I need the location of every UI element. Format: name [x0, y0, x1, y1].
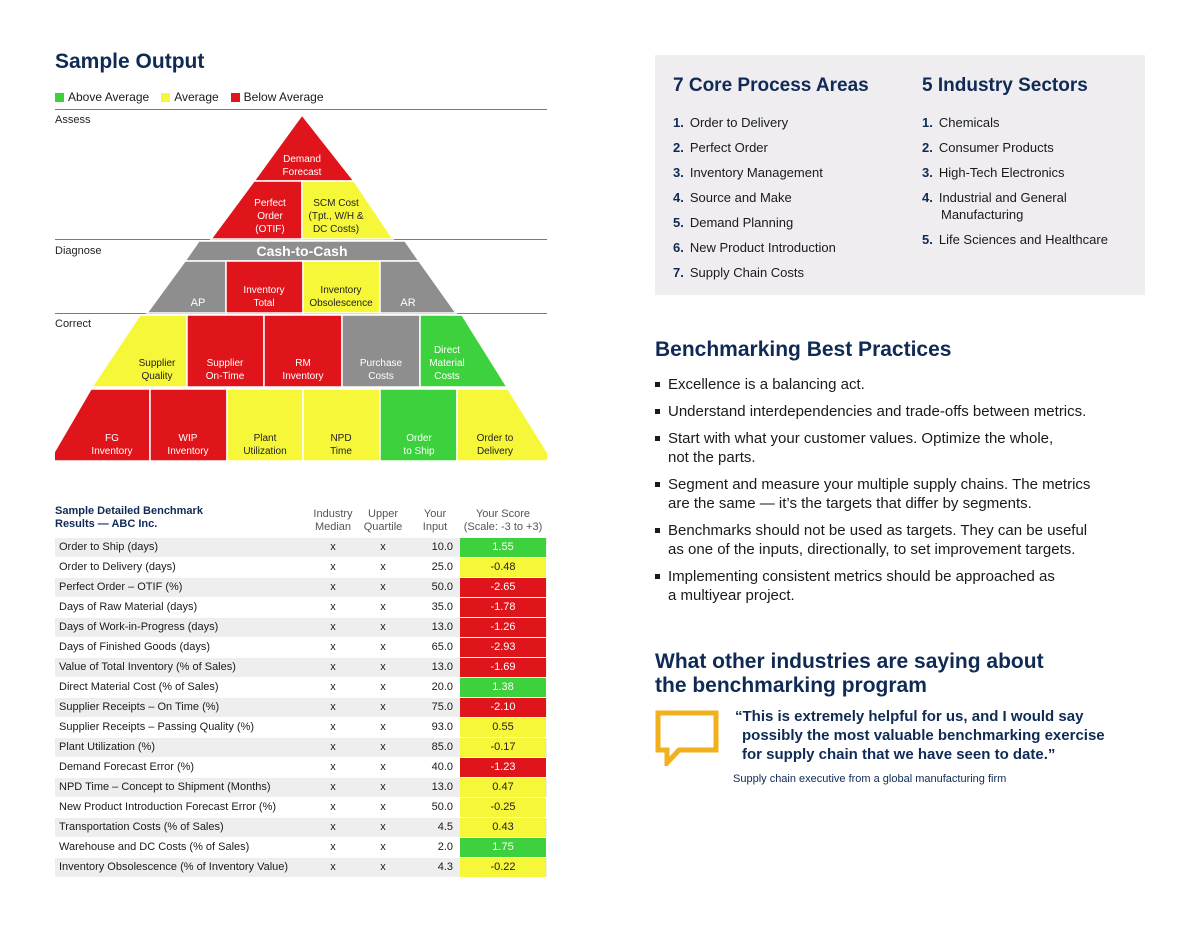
upper-quartile-cell: x	[380, 581, 386, 593]
pyr-text: (Tpt., W/H &	[308, 211, 364, 222]
industry-median-cell: x	[330, 841, 336, 853]
legend-swatch-average	[161, 93, 170, 102]
metric-name: Direct Material Cost (% of Sales)	[59, 681, 219, 693]
header-line: Industry	[313, 508, 353, 520]
list-item	[922, 110, 1108, 135]
upper-quartile-cell: x	[380, 641, 386, 653]
industry-sectors-list	[922, 110, 1108, 252]
pyr-text: Costs	[368, 371, 394, 382]
pyr-text: WIP	[178, 433, 198, 444]
list-number: 5.	[673, 215, 684, 230]
legend-item-below	[231, 90, 324, 104]
your-input-cell: 2.0	[437, 841, 453, 853]
industry-median-cell: x	[330, 761, 336, 773]
legend-swatch-below	[231, 93, 240, 102]
table-row	[55, 838, 547, 858]
upper-quartile-cell: x	[380, 661, 386, 673]
pyr-text: Supplier	[138, 358, 176, 369]
quote-line: for supply chain that we have seen to date.”	[742, 746, 1056, 763]
best-practice-item	[655, 402, 1135, 421]
table-row	[55, 618, 547, 638]
list-text: Industrial and General	[938, 190, 1067, 205]
list-item	[673, 160, 836, 185]
table-row	[55, 638, 547, 658]
pyr-text: Supplier	[206, 358, 244, 369]
pyr-text: (OTIF)	[255, 224, 285, 235]
your-input-cell: 65.0	[431, 641, 453, 653]
best-practice-item	[655, 375, 1135, 394]
list-text: Supply Chain Costs	[689, 265, 805, 280]
best-practices-list	[655, 375, 1135, 613]
quote-line: possibly the most valuable benchmarking exercise	[742, 727, 1105, 744]
upper-quartile-cell: x	[380, 561, 386, 573]
table-row	[55, 698, 547, 718]
pyr-text: Order	[257, 211, 283, 222]
quote-line: “This is extremely helpful for us, and I would say	[735, 708, 1084, 725]
best-practice-item	[655, 521, 1135, 559]
stage-label-diagnose: Diagnose	[55, 245, 102, 257]
table-row	[55, 718, 547, 738]
pyr-text: to Ship	[403, 446, 435, 457]
industry-median-cell: x	[330, 781, 336, 793]
industries-heading	[655, 650, 1085, 698]
metric-name: Days of Finished Goods (days)	[59, 641, 211, 653]
list-number: 4.	[673, 190, 684, 205]
your-input-cell: 50.0	[431, 801, 453, 813]
table-row	[55, 818, 547, 838]
your-score-cell: -1.26	[460, 618, 546, 637]
your-input-cell: 10.0	[431, 541, 453, 553]
upper-quartile-cell: x	[380, 861, 386, 873]
your-score-cell: -0.25	[460, 798, 546, 817]
list-item	[922, 135, 1108, 160]
legend-swatch-above	[55, 93, 64, 102]
stage-label-assess: Assess	[55, 114, 91, 126]
list-item	[922, 185, 1108, 223]
best-practice-line: Segment and measure your multiple supply chains. The metrics	[668, 476, 1091, 493]
header-line: Your	[423, 508, 447, 520]
table-row	[55, 658, 547, 678]
your-input-cell: 93.0	[431, 721, 453, 733]
testimonial-attribution: Supply chain executive from a global manufacturing firm	[733, 773, 1007, 785]
cell-ap	[147, 261, 226, 313]
list-text-continued: Manufacturing	[941, 207, 1024, 222]
metric-name: Order to Ship (days)	[59, 541, 159, 553]
metric-name: Supplier Receipts – On Time (%)	[59, 701, 220, 713]
industry-median-cell: x	[330, 681, 336, 693]
table-row	[55, 758, 547, 778]
your-score-cell: 1.38	[460, 678, 546, 697]
pyr-text: Obsolescence	[309, 298, 373, 309]
pyr-text: Direct	[433, 345, 461, 356]
list-item	[673, 135, 836, 160]
your-score-cell: -1.78	[460, 598, 546, 617]
best-practice-item	[655, 567, 1135, 605]
list-item	[673, 210, 836, 235]
list-text: Life Sciences and Healthcare	[938, 232, 1108, 247]
pyr-text: Demand	[283, 154, 321, 165]
testimonial-quote	[735, 707, 1125, 764]
header-line: Median	[314, 521, 352, 533]
pyr-text: Inventory	[167, 446, 209, 457]
pyr-text: Total	[253, 298, 275, 309]
your-score-cell: -0.17	[460, 738, 546, 757]
best-practice-item	[655, 475, 1135, 513]
pyr-text: Purchase	[359, 358, 403, 369]
header-line: (Scale: -3 to +3)	[463, 521, 543, 533]
your-input-cell: 50.0	[431, 581, 453, 593]
your-input-cell: 4.5	[437, 821, 453, 833]
your-input-cell: 13.0	[431, 781, 453, 793]
list-text: High-Tech Electronics	[938, 165, 1065, 180]
pyr-text: Inventory	[243, 285, 285, 296]
list-number: 3.	[673, 165, 684, 180]
your-input-cell: 35.0	[431, 601, 453, 613]
table-row	[55, 558, 547, 578]
upper-quartile-cell: x	[380, 801, 386, 813]
pyr-text: On-Time	[205, 371, 245, 382]
industry-median-cell: x	[330, 801, 336, 813]
metric-name: Demand Forecast Error (%)	[59, 761, 195, 773]
header-line: Input	[422, 521, 448, 533]
best-practices-heading: Benchmarking Best Practices	[655, 338, 952, 361]
header-line: Quartile	[363, 521, 403, 533]
industry-median-cell: x	[330, 661, 336, 673]
metric-name: Inventory Obsolescence (% of Inventory Value)	[59, 861, 289, 873]
upper-quartile-cell: x	[380, 841, 386, 853]
industry-median-cell: x	[330, 721, 336, 733]
list-text: Inventory Management	[689, 165, 823, 180]
list-number: 2.	[922, 140, 933, 155]
industry-median-cell: x	[330, 701, 336, 713]
metric-name: Days of Raw Material (days)	[59, 601, 198, 613]
list-text: Chemicals	[938, 115, 1000, 130]
upper-quartile-cell: x	[380, 821, 386, 833]
header-your-input	[413, 508, 457, 534]
industries-heading-line: the benchmarking program	[655, 674, 927, 697]
table-title	[55, 505, 255, 531]
benchmark-pyramid	[55, 110, 547, 470]
upper-quartile-cell: x	[380, 761, 386, 773]
upper-quartile-cell: x	[380, 721, 386, 733]
best-practice-line: a multiyear project.	[668, 587, 795, 604]
list-text: New Product Introduction	[689, 240, 836, 255]
your-score-cell: 0.55	[460, 718, 546, 737]
list-number: 5.	[922, 232, 933, 247]
list-item	[673, 260, 836, 285]
metric-name: Perfect Order – OTIF (%)	[59, 581, 183, 593]
your-input-cell: 85.0	[431, 741, 453, 753]
list-number: 4.	[922, 190, 933, 205]
your-input-cell: 4.3	[437, 861, 453, 873]
best-practice-item	[655, 429, 1135, 467]
pyr-text: Costs	[434, 371, 460, 382]
upper-quartile-cell: x	[380, 781, 386, 793]
list-number: 1.	[673, 115, 684, 130]
legend-item-above	[55, 90, 149, 104]
table-row	[55, 738, 547, 758]
list-item	[673, 235, 836, 260]
pyr-text: SCM Cost	[313, 198, 359, 209]
cell-supplier-quality	[92, 315, 187, 387]
pyr-text: FG	[105, 433, 119, 444]
industry-median-cell: x	[330, 561, 336, 573]
your-score-cell: 1.55	[460, 538, 546, 557]
industry-median-cell: x	[330, 741, 336, 753]
best-practice-line: Start with what your customer values. Optimize the whole,	[668, 430, 1054, 447]
list-number: 3.	[922, 165, 933, 180]
your-score-cell: -1.69	[460, 658, 546, 677]
industry-median-cell: x	[330, 641, 336, 653]
pyr-text: DC Costs)	[312, 224, 360, 235]
list-number: 1.	[922, 115, 933, 130]
legend-label: Average	[174, 90, 219, 104]
pyr-text: NPD	[330, 433, 352, 444]
your-score-cell: -2.10	[460, 698, 546, 717]
list-text: Source and Make	[689, 190, 792, 205]
pyr-text: Time	[330, 446, 352, 457]
pyr-text: Order to	[476, 433, 514, 444]
table-title-line: Results — ABC Inc.	[55, 518, 158, 530]
metric-name: New Product Introduction Forecast Error (%)	[59, 801, 277, 813]
speech-bubble-icon	[655, 710, 719, 771]
pyr-text: AP	[190, 297, 206, 309]
your-score-cell: -2.65	[460, 578, 546, 597]
table-row	[55, 798, 547, 818]
best-practice-line: Understand interdependencies and trade-offs between metrics.	[668, 403, 1087, 420]
table-title-line: Sample Detailed Benchmark	[55, 505, 203, 517]
core-process-list	[673, 110, 836, 285]
list-text: Consumer Products	[938, 140, 1054, 155]
pyr-text: Perfect	[254, 198, 286, 209]
page-title: Sample Output	[55, 50, 205, 73]
your-input-cell: 25.0	[431, 561, 453, 573]
best-practice-line: are the same — it’s the targets that differ by segments.	[668, 495, 1032, 512]
stage-label-correct: Correct	[55, 318, 92, 330]
industry-sectors-heading: 5 Industry Sectors	[922, 75, 1088, 96]
list-number: 2.	[673, 140, 684, 155]
your-score-cell: 1.75	[460, 838, 546, 857]
legend	[55, 90, 324, 104]
industry-median-cell: x	[330, 541, 336, 553]
table-body	[55, 538, 547, 878]
table-row	[55, 858, 547, 878]
header-line: Upper	[368, 508, 398, 520]
industries-heading-line: What other industries are saying about	[655, 650, 1044, 673]
pyr-text: RM	[295, 358, 311, 369]
metric-name: Transportation Costs (% of Sales)	[59, 821, 224, 833]
list-item	[673, 185, 836, 210]
metric-name: Plant Utilization (%)	[59, 741, 155, 753]
industry-median-cell: x	[330, 581, 336, 593]
process-sectors-box	[655, 55, 1145, 295]
list-item	[673, 110, 836, 135]
pyr-text: Material	[429, 358, 465, 369]
table-row	[55, 598, 547, 618]
list-text: Order to Delivery	[689, 115, 789, 130]
upper-quartile-cell: x	[380, 701, 386, 713]
industry-median-cell: x	[330, 601, 336, 613]
industry-median-cell: x	[330, 621, 336, 633]
upper-quartile-cell: x	[380, 741, 386, 753]
industry-median-cell: x	[330, 861, 336, 873]
your-input-cell: 75.0	[431, 701, 453, 713]
your-score-cell: 0.43	[460, 818, 546, 837]
cell-ar	[380, 261, 456, 313]
list-number: 6.	[673, 240, 684, 255]
header-upper-quartile	[360, 508, 406, 534]
table-row	[55, 778, 547, 798]
your-input-cell: 40.0	[431, 761, 453, 773]
pyr-text: Order	[406, 433, 432, 444]
legend-label: Above Average	[68, 90, 150, 104]
metric-name: Value of Total Inventory (% of Sales)	[59, 661, 236, 673]
legend-item-average	[161, 90, 218, 104]
metric-name: Warehouse and DC Costs (% of Sales)	[59, 841, 250, 853]
pyr-text: Delivery	[476, 446, 514, 457]
pyr-text: Inventory	[282, 371, 324, 382]
table-row	[55, 678, 547, 698]
upper-quartile-cell: x	[380, 681, 386, 693]
pyr-text: Forecast	[282, 167, 322, 178]
best-practice-line: not the parts.	[668, 449, 756, 466]
your-score-cell: -0.48	[460, 558, 546, 577]
your-input-cell: 13.0	[431, 661, 453, 673]
header-line: Your Score	[475, 508, 531, 520]
legend-label: Below Average	[243, 90, 324, 104]
metric-name: Supplier Receipts – Passing Quality (%)	[59, 721, 255, 733]
your-input-cell: 20.0	[431, 681, 453, 693]
pyr-text: Quality	[141, 371, 173, 382]
metric-name: Order to Delivery (days)	[59, 561, 176, 573]
list-item	[922, 160, 1108, 185]
best-practice-line: Excellence is a balancing act.	[668, 376, 865, 393]
list-text: Perfect Order	[689, 140, 768, 155]
table-row	[55, 538, 547, 558]
upper-quartile-cell: x	[380, 541, 386, 553]
metric-name: Days of Work-in-Progress (days)	[59, 621, 219, 633]
upper-quartile-cell: x	[380, 621, 386, 633]
pyr-text: Plant	[253, 433, 277, 444]
metric-name: NPD Time – Concept to Shipment (Months)	[59, 781, 271, 793]
best-practice-line: as one of the inputs, directionally, to set improvement targets.	[668, 541, 1076, 558]
pyr-text: Cash-to-Cash	[256, 243, 348, 259]
your-score-cell: -0.22	[460, 858, 546, 877]
pyr-text: Utilization	[243, 446, 287, 457]
best-practice-line: Implementing consistent metrics should be approached as	[668, 568, 1055, 585]
your-score-cell: -2.93	[460, 638, 546, 657]
list-text: Demand Planning	[689, 215, 794, 230]
list-number: 7.	[673, 265, 684, 280]
best-practice-line: Benchmarks should not be used as targets. They can be useful	[668, 522, 1088, 539]
pyr-text: AR	[400, 297, 416, 309]
header-your-score	[455, 508, 551, 534]
your-score-cell: -1.23	[460, 758, 546, 777]
core-process-heading: 7 Core Process Areas	[673, 75, 869, 96]
industry-median-cell: x	[330, 821, 336, 833]
your-score-cell: 0.47	[460, 778, 546, 797]
your-input-cell: 13.0	[431, 621, 453, 633]
pyr-text: Inventory	[91, 446, 133, 457]
list-item	[922, 227, 1108, 252]
pyr-text: Inventory	[320, 285, 362, 296]
upper-quartile-cell: x	[380, 601, 386, 613]
header-industry-median	[310, 508, 356, 534]
table-row	[55, 578, 547, 598]
